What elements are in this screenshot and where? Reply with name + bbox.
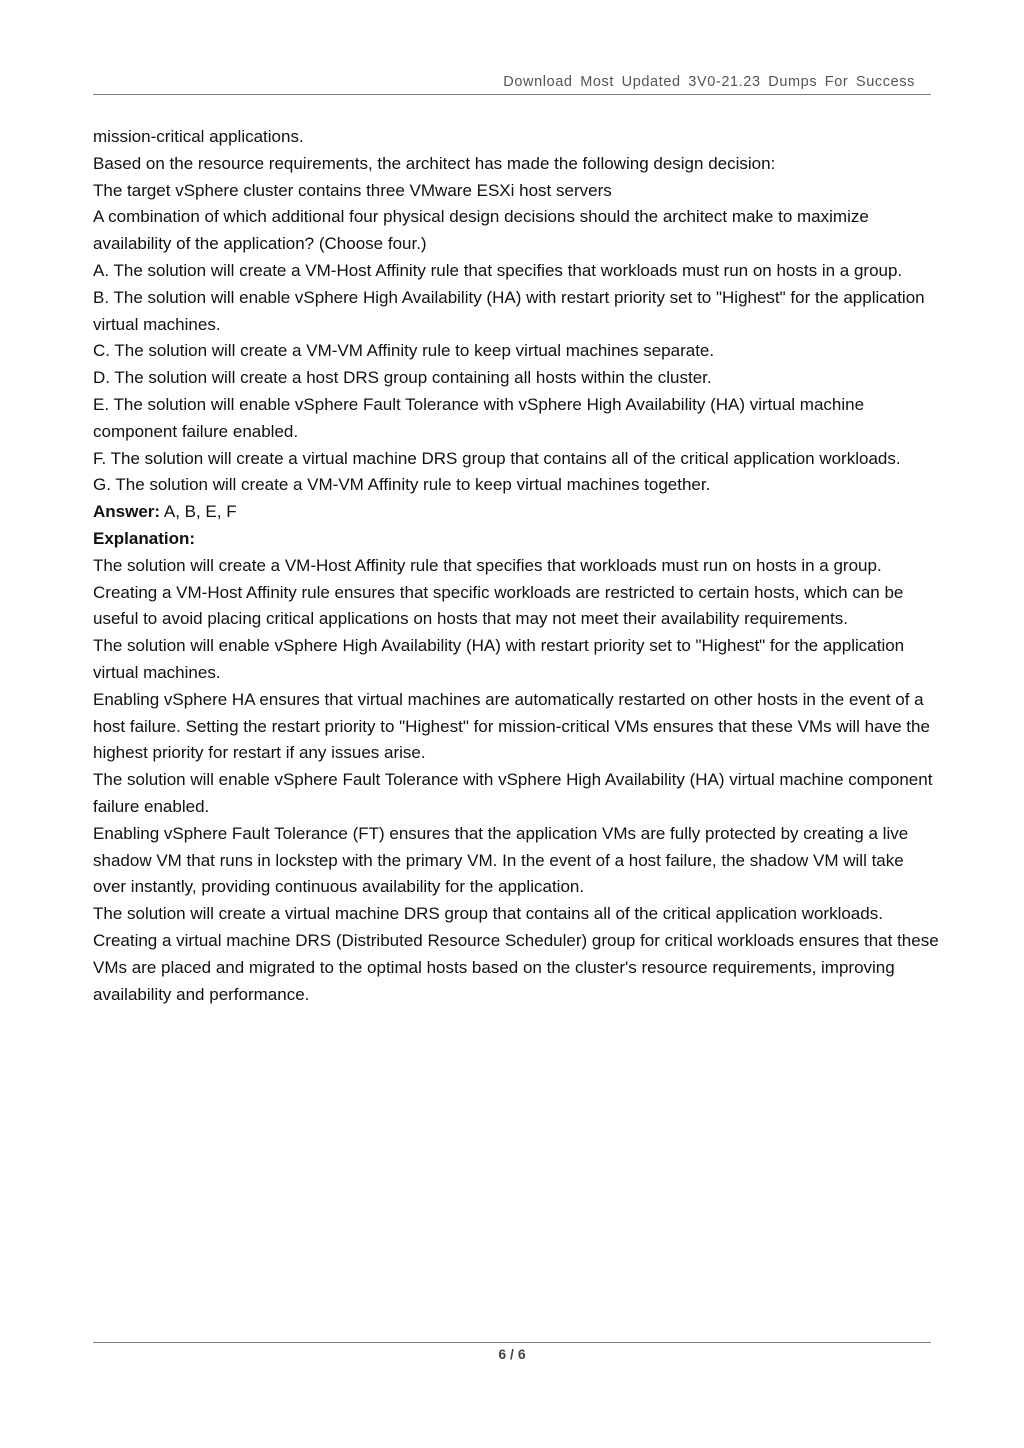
explanation-paragraph: The solution will enable vSphere Fault Tolerance with vSphere High Availability (HA) virtual machine component failure enabled. <box>93 770 933 816</box>
question-line: The target vSphere cluster contains three VMware ESXi host servers <box>93 180 612 200</box>
question-line: Based on the resource requirements, the architect has made the following design decision: <box>93 153 776 173</box>
option-f: F. The solution will create a virtual machine DRS group that contains all of the critical application workloads. <box>93 448 901 468</box>
document-body <box>93 124 939 1008</box>
explanation-paragraph: Enabling vSphere HA ensures that virtual machines are automatically restarted on other hosts in the event of a host failure. Setting the restart priority to "Highest" for mission-critical VMs ensures that these VMs will have the highest priority for restart if any issues arise. <box>93 689 930 763</box>
answer-line <box>93 499 939 526</box>
question-line: mission-critical applications. <box>93 127 304 146</box>
answer-value: A, B, E, F <box>160 502 237 522</box>
option-e: E. The solution will enable vSphere Fault Tolerance with vSphere High Availability (HA) virtual machine component failure enabled. <box>93 394 865 441</box>
option-a: A. The solution will create a VM-Host Affinity rule that specifies that workloads must run on hosts in a group. <box>93 260 903 280</box>
page-number: 6 / 6 <box>498 1346 526 1362</box>
explanation-paragraph: The solution will create a virtual machine DRS group that contains all of the critical application workloads. <box>93 904 883 924</box>
header-text: Download Most Updated 3V0-21.23 Dumps For Success <box>503 74 915 90</box>
explanation-paragraph: Enabling vSphere Fault Tolerance (FT) ensures that the application VMs are fully protected by creating a live shadow VM that runs in lockstep with the primary VM. In the event of a host failure, the shadow VM will take over instantly, providing continuous availability for the application. <box>93 823 909 897</box>
option-b: B. The solution will enable vSphere High Availability (HA) with restart priority set to "Highest" for the application virtual machines. <box>93 287 925 334</box>
page-header <box>93 72 931 95</box>
option-c: C. The solution will create a VM-VM Affinity rule to keep virtual machines separate. <box>93 341 715 361</box>
explanation-paragraph: Creating a virtual machine DRS (Distributed Resource Scheduler) group for critical workloads ensures that these VMs are placed and migrated to the optimal hosts based on the cluster's resource requirements, improving availability and performance. <box>93 930 939 1004</box>
answer-label: Answer: <box>93 502 161 522</box>
explanation-paragraph: The solution will enable vSphere High Availability (HA) with restart priority set to "Highest" for the application virtual machines. <box>93 636 905 682</box>
option-g: G. The solution will create a VM-VM Affinity rule to keep virtual machines together. <box>93 475 711 495</box>
footer-divider <box>93 1342 931 1343</box>
explanation-label: Explanation: <box>93 528 196 548</box>
option-d: D. The solution will create a host DRS group containing all hosts within the cluster. <box>93 368 712 388</box>
explanation-paragraph: The solution will create a VM-Host Affinity rule that specifies that workloads must run on hosts in a group. <box>93 555 882 575</box>
explanation-paragraph: Creating a VM-Host Affinity rule ensures that specific workloads are restricted to certain hosts, which can be useful to avoid placing critical applications on hosts that may not meet their availability requirements. <box>93 582 904 629</box>
question-prompt: A combination of which additional four physical design decisions should the architect make to maximize availability of the application? (Choose four.) <box>93 207 869 254</box>
